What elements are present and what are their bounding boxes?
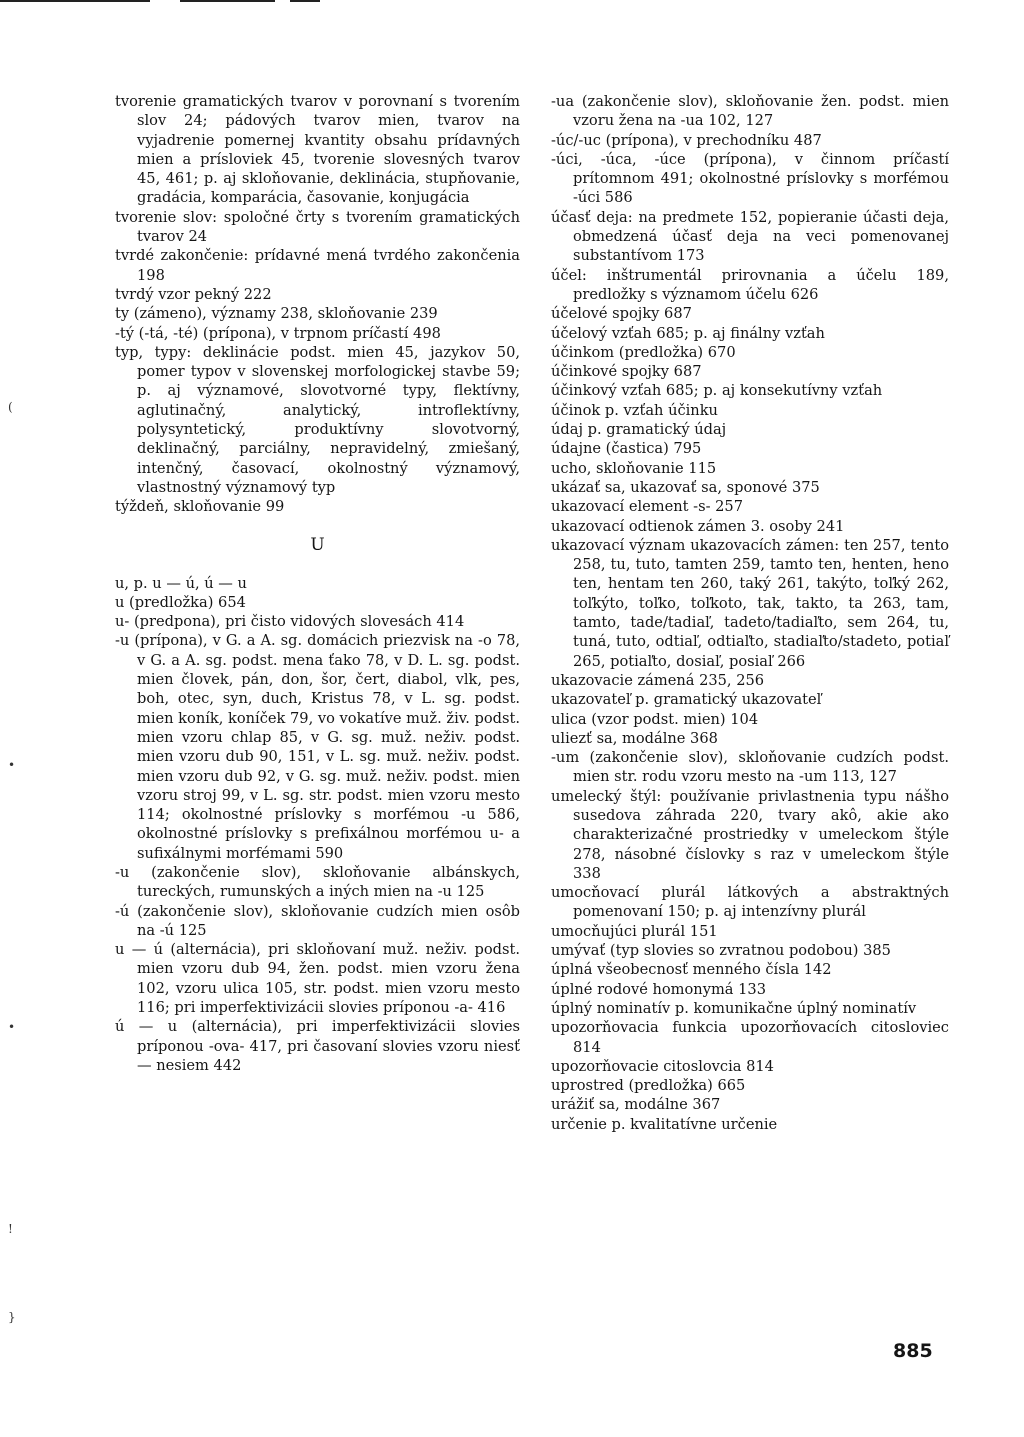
index-entry: umývať (typ slovies so zvratnou podobou) 385 xyxy=(551,942,891,960)
index-entry: umocňovací plurál látkových a abstraktných pomenovaní 150; p. aj intenzívny plurál xyxy=(551,884,949,921)
index-entry: ukazovací význam ukazovacích zámen: ten 257, tento 258, tu, tuto, tamten 259, tamto ten, henten, heno ten, hentam ten 260, taký 261, takýto, toľký 262, toľkýto, toľko, toľkoto, tak, takto, ta 263, tam, tamto, tade/tadiaľ, tadeto/tadiaľto, sem 264, tu, tuná, tuto, odtiaľ, odtiaľto, stadiaľto/stadeto, potiaľ 265, potiaľto, dosiaľ, posiaľ 266 xyxy=(551,536,949,670)
index-entry: údajne (častica) 795 xyxy=(551,440,702,458)
index-entries-u xyxy=(115,574,520,1076)
index-entry: účel: inštrumentál prirovnania a účelu 189, predložky s významom účelu 626 xyxy=(551,266,949,303)
margin-mark: ( xyxy=(8,400,13,414)
index-entry: účinok p. vzťah účinku xyxy=(551,401,718,419)
margin-mark: ! xyxy=(8,1222,13,1236)
index-entry: účinkové spojky 687 xyxy=(551,363,702,381)
index-entry: upozorňovacie citoslovcia 814 xyxy=(551,1057,774,1075)
section-letter-heading: U xyxy=(310,534,325,555)
index-entry: ty (zámeno), významy 238, skloňovanie 239 xyxy=(115,305,438,323)
index-entry: u- (predpona), pri čisto vidových slovesách 414 xyxy=(115,613,465,631)
index-entry: ukazovací odtienok zámen 3. osoby 241 xyxy=(551,517,845,535)
index-entry: ú — u (alternácia), pri imperfektivizácii slovies príponou -ova- 417, pri časovaní slovies vzoru niesť — nesiem 442 xyxy=(115,1018,520,1074)
index-entry: uprostred (predložka) 665 xyxy=(551,1077,746,1095)
index-entry: účelový vzťah 685; p. aj finálny vzťah xyxy=(551,324,825,342)
page-number: 885 xyxy=(893,1340,933,1362)
index-entry: úplné rodové homonymá 133 xyxy=(551,980,766,998)
index-entry: údaj p. gramatický údaj xyxy=(551,421,727,439)
index-entry: -um (zakončenie slov), skloňovanie cudzích podst. mien str. rodu vzoru mesto na -um 113, 127 xyxy=(551,749,949,786)
index-entries-u-continued xyxy=(551,92,949,1134)
index-entry: -u (zakončenie slov), skloňovanie albánskych, tureckých, rumunských a iných mien na -u 125 xyxy=(115,863,520,901)
margin-mark: } xyxy=(8,1310,16,1324)
index-entry: -tý (-tá, -té) (prípona), v trpnom príčastí 498 xyxy=(115,324,441,342)
right-column xyxy=(551,92,949,1134)
index-entry: -úc/-uc (prípona), v prechodníku 487 xyxy=(551,131,822,149)
index-entry: ucho, skloňovanie 115 xyxy=(551,459,717,477)
index-entry: u (predložka) 654 xyxy=(115,593,246,611)
index-entry: typ, typy: deklinácie podst. mien 45, jazykov 50, pomer typov v slovenskej morfologickej stavbe 59; p. aj významové, slovotvorné typy, flektívny, aglutinačný, analytický, introflektívny, polysyntetický, produktívny slovotvorný, deklinačný, parciálny, nepravidelný, zmiešaný, intenčný, časovací, okolnostný významový, vlastnostný významový typ xyxy=(115,343,520,496)
index-entry: upozorňovacia funkcia upozorňovacích citosloviec 814 xyxy=(551,1019,949,1056)
index-entry: týždeň, skloňovanie 99 xyxy=(115,498,285,516)
index-entry: -u (prípona), v G. a A. sg. domácich priezvisk na -o 78, v G. a A. sg. podst. mena ťako 78, v D. L. sg. podst. mien človek, pán, don, šor, čert, diabol, vlk, pes, boh, otec, syn, duch, Kristus 78, v L. sg. podst. mien koník, koníček 79, vo vokatíve muž. živ. podst. mien vzoru chlap 85, v G. sg. muž. neživ. podst. mien vzoru dub 90, 151, v L. sg. muž. neživ. podst. mien vzoru dub 92, v G. sg. muž. neživ. podst. mien vzoru stroj 99, v L. sg. str. podst. mien vzoru mesto 114; okolnostné príslovky s morfémou -u 586, okolnostné príslovky s prefixálnou morfémou u- a sufixálnymi morfémami 590 xyxy=(115,632,520,862)
index-entry: určenie p. kvalitatívne určenie xyxy=(551,1115,778,1133)
index-entry: tvrdé zakončenie: prídavné mená tvrdého zakončenia 198 xyxy=(115,247,520,284)
index-entry: účinkový vzťah 685; p. aj konsekutívny vzťah xyxy=(551,382,883,400)
index-entry: účelové spojky 687 xyxy=(551,305,692,323)
index-entry: -ua (zakončenie slov), skloňovanie žen. podst. mien vzoru žena na -ua 102, 127 xyxy=(551,93,949,130)
margin-mark: • xyxy=(8,1020,16,1034)
index-entry: tvorenie slov: spoločné črty s tvorením gramatických tvarov 24 xyxy=(115,208,520,246)
index-entry: tvrdý vzor pekný 222 xyxy=(115,285,272,303)
index-entry: -ú (zakončenie slov), skloňovanie cudzích mien osôb na -ú 125 xyxy=(115,902,520,939)
index-entry: ukazovacie zámená 235, 256 xyxy=(551,671,765,689)
index-entry: ukazovací element -s- 257 xyxy=(551,498,744,516)
scan-edge xyxy=(0,0,1024,3)
index-entry: urážiť sa, modálne 367 xyxy=(551,1096,721,1114)
index-entry: účasť deja: na predmete 152, popieranie účasti deja, obmedzená účasť deja na veci pomenovanej substantívom 173 xyxy=(551,208,949,265)
index-entry: účinkom (predložka) 670 xyxy=(551,343,736,361)
index-entry: umelecký štýl: používanie privlastnenia typu nášho susedova záhrada 220, tvary akô, akie ako charakterizačné prostriedky v umeleckom štýle 278, násobné číslovky s raz v umeleckom štýle 338 xyxy=(551,787,949,882)
index-entry: umocňujúci plurál 151 xyxy=(551,922,718,940)
index-entry: ulica (vzor podst. mien) 104 xyxy=(551,710,759,728)
index-entry: úplný nominatív p. komunikačne úplný nominatív xyxy=(551,999,917,1017)
index-entry: u, p. u — ú, ú — u xyxy=(115,574,247,592)
left-column xyxy=(115,92,520,1075)
index-entry: ukázať sa, ukazovať sa, sponové 375 xyxy=(551,478,820,496)
index-entries-t xyxy=(115,92,520,517)
index-entry: úplná všeobecnosť menného čísla 142 xyxy=(551,961,832,979)
index-entry: tvorenie gramatických tvarov v porovnaní s tvorením slov 24; pádových tvarov mien, tvarov na vyjadrenie pomernej kvantity obsahu prídavných mien a prísloviek 45, tvorenie slovesných tvarov 45, 461; p. aj skloňovanie, deklinácia, stupňovanie, gradácia, komparácia, časovanie, konjugácia xyxy=(115,93,520,207)
index-entry: ukazovateľ p. gramatický ukazovateľ xyxy=(551,691,822,709)
margin-mark: • xyxy=(8,758,16,772)
index-entry: u — ú (alternácia), pri skloňovaní muž. neživ. podst. mien vzoru dub 94, žen. podst. mien vzoru žena 102, vzoru ulica 105, str. podst. mien vzoru mesto 116; pri imperfektivizácii slovies príponou -a- 416 xyxy=(115,941,520,1017)
index-entry: uliezť sa, modálne 368 xyxy=(551,729,718,747)
index-entry: -úci, -úca, -úce (prípona), v činnom príčastí prítomnom 491; okolnostné príslovky s morfémou -úci 586 xyxy=(551,150,949,207)
